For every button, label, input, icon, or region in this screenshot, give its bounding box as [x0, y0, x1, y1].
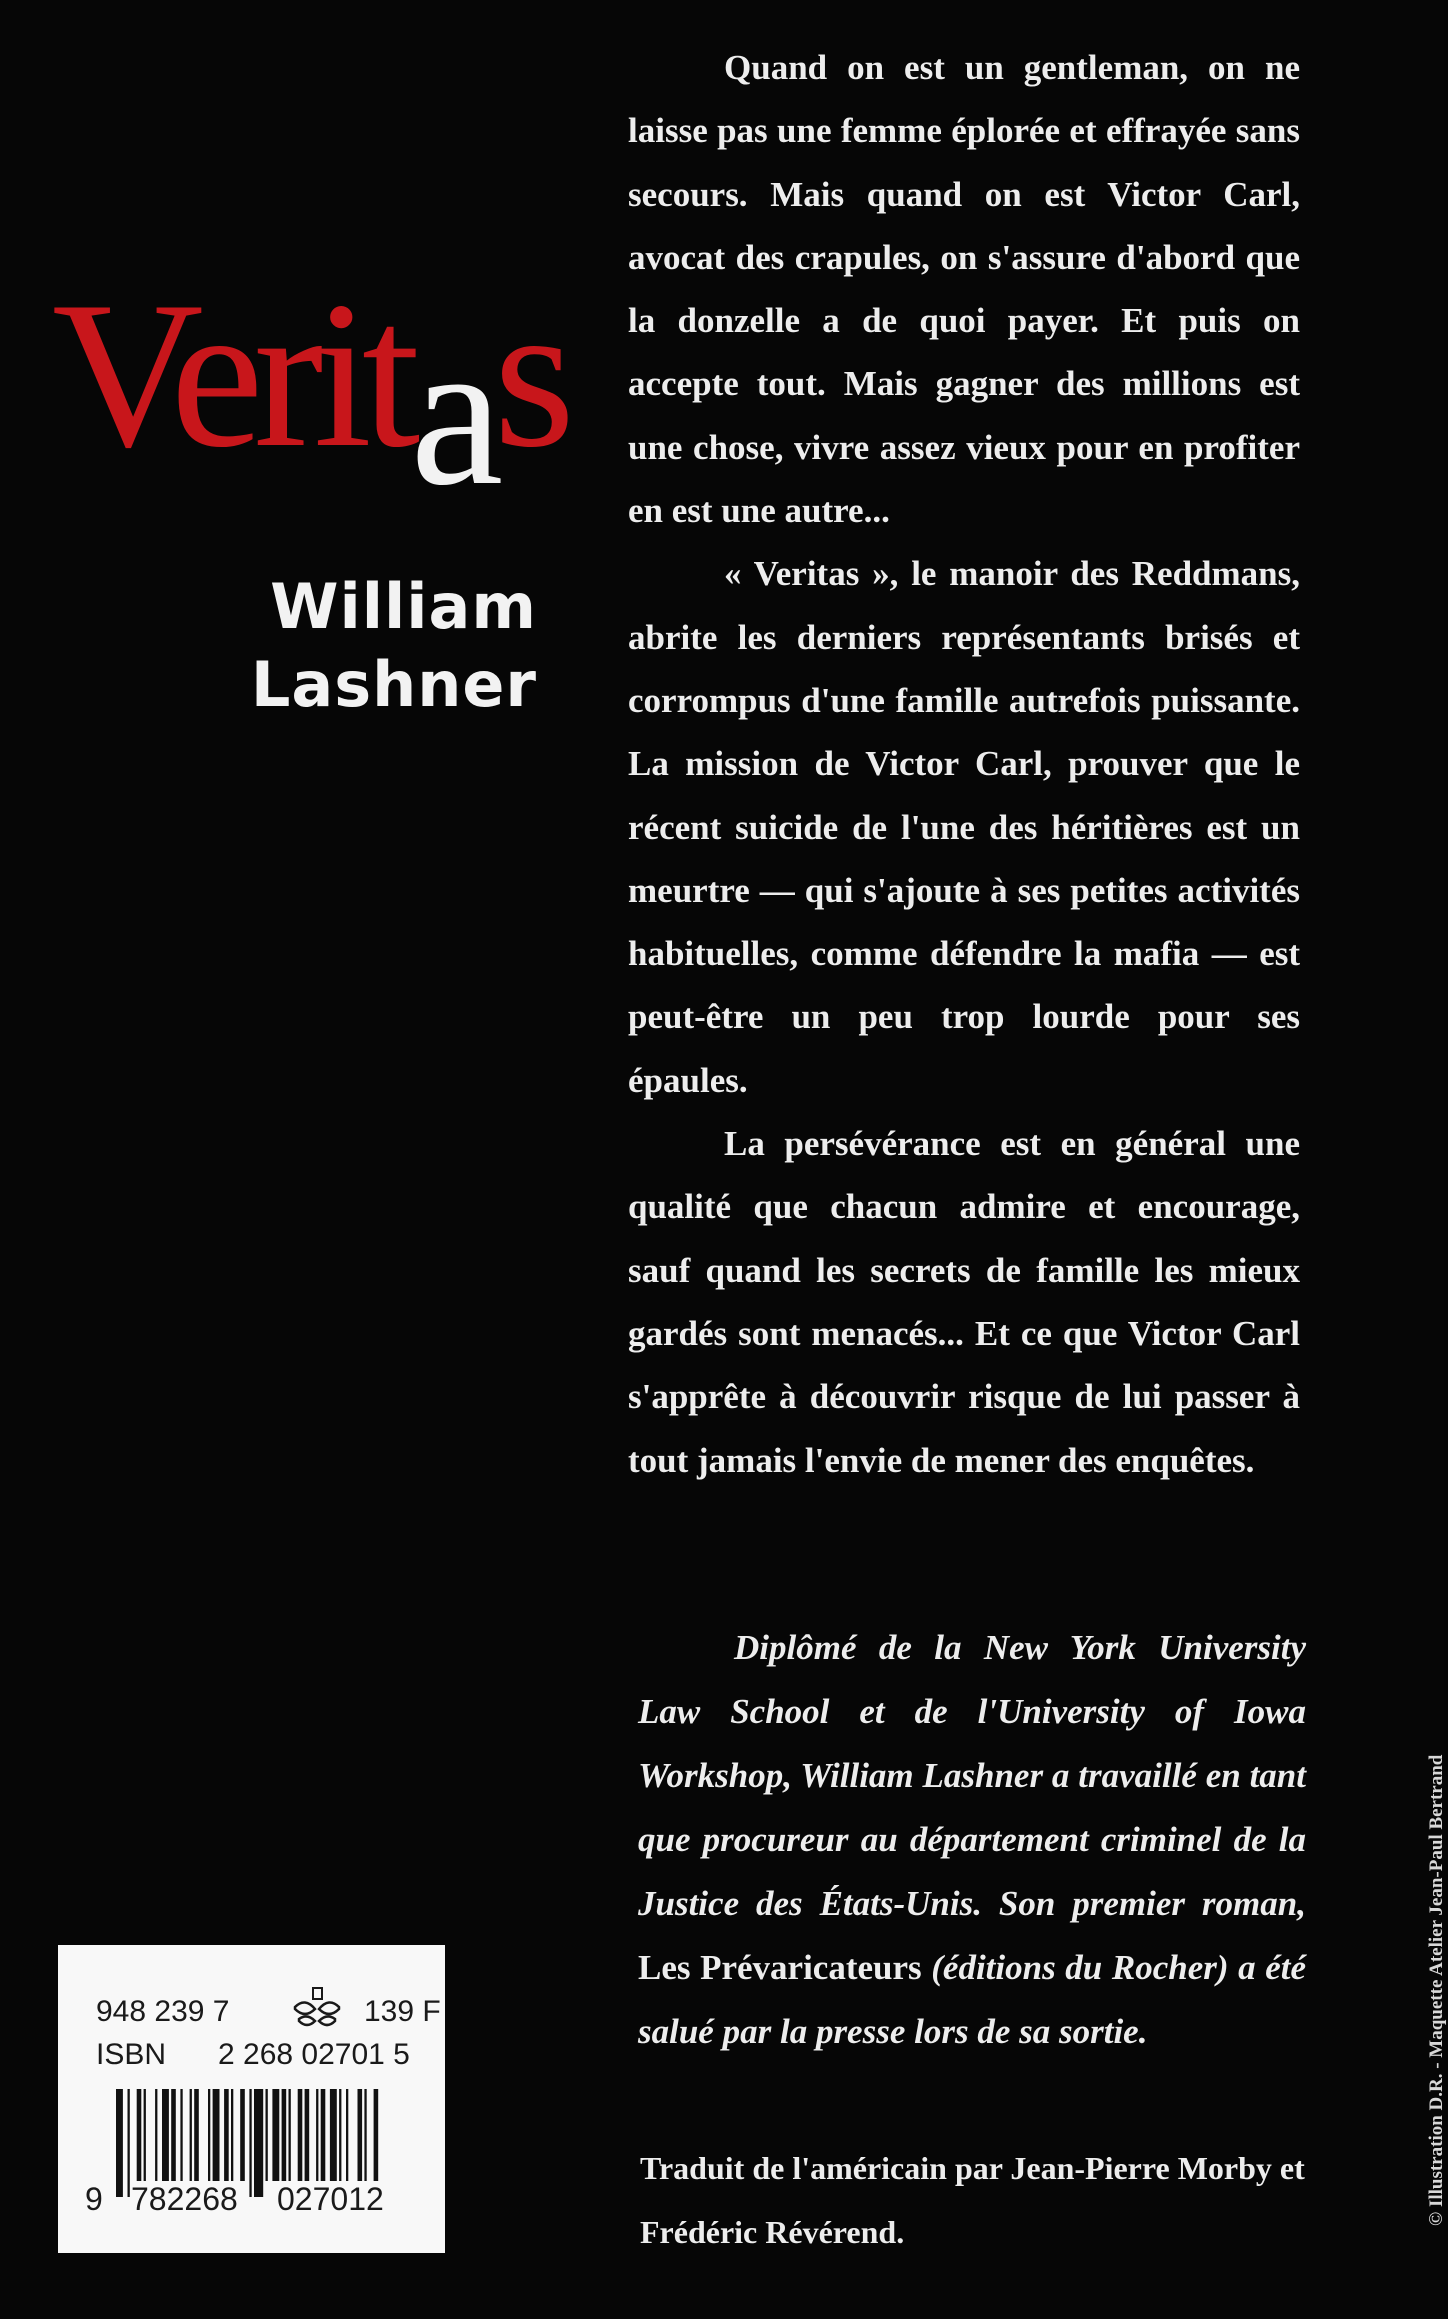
- barcode-label: [58, 1945, 445, 2253]
- barcode-top-line: [96, 1995, 441, 2029]
- barcode-digit-group-2: 027012: [277, 2181, 384, 2217]
- author-name: [251, 568, 537, 724]
- author-last-name: Lashner: [250, 648, 537, 721]
- blurb-paragraph-2: « Veritas », le manoir des Reddmans, abrite les derniers représentants brisés et corrompus d'une famille autrefois puissante. La mission de Victor Carl, prouver que le récent suicide de l'une des héritières est un meurtre — qui s'ajoute à ses petites activités habituelles, comme défendre la mafia — est peut-être un peu trop lourde pour ses épaules.: [628, 554, 1300, 1100]
- price: 139 F: [364, 1995, 441, 2028]
- title-part-3: s: [493, 259, 566, 491]
- title-part-1: Verit: [52, 259, 411, 491]
- isbn-label: ISBN: [96, 2038, 167, 2071]
- reference-code: 948 239 7: [96, 1995, 230, 2028]
- publisher-logo-icon: [293, 1987, 341, 2031]
- bio-novel-title: Les Prévaricateurs: [638, 1948, 922, 1987]
- barcode-digits: [84, 2181, 436, 2221]
- blurb-paragraph-1: Quand on est un gentleman, on ne laisse pas une femme éplorée et effrayée sans secours. Mais quand on est Victor Carl, avocat des crapules, on s'assure d'abord que la donzelle a de quoi payer. Et puis on accepte tout. Mais gagner des millions est une chose, vivre assez vieux pour en profiter en est une autre...: [628, 48, 1300, 531]
- author-first-name: William: [270, 570, 537, 643]
- title-part-2: a: [410, 297, 494, 529]
- barcode-digit-first: 9: [85, 2181, 103, 2217]
- illustration-credit: © Illustration D.R. - Maquette Atelier Jean-Paul Bertrand: [1426, 1754, 1447, 2226]
- translator-credit: Traduit de l'américain par Jean-Pierre Morby et Frédéric Révérend.: [640, 2150, 1305, 2250]
- isbn-number: 2 268 02701 5: [218, 2038, 410, 2071]
- blurb-paragraph-3: La persévérance est en général une qualité que chacun admire et encourage, sauf quand les secrets de famille les mieux gardés sont menacés... Et ce que Victor Carl s'apprête à découvrir risque de lui passer à tout jamais l'envie de mener des enquêtes.: [628, 1124, 1300, 1480]
- barcode-digit-group-1: 782268: [131, 2181, 238, 2217]
- bio-text-2: (éditions du Rocher) a été salué par la presse lors de sa sortie.: [638, 1948, 1306, 2051]
- author-bio-paragraph: [638, 1616, 1306, 2064]
- author-bio: [638, 1616, 1306, 2064]
- book-title: [52, 259, 566, 529]
- bio-text-1: Diplômé de la New York University Law School et de l'University of Iowa Workshop, William Lashner a travaillé en tant que procureur au département criminel de la Justice des États-Unis. Son premier roman,: [638, 1628, 1306, 1923]
- back-cover-blurb: [628, 36, 1300, 1492]
